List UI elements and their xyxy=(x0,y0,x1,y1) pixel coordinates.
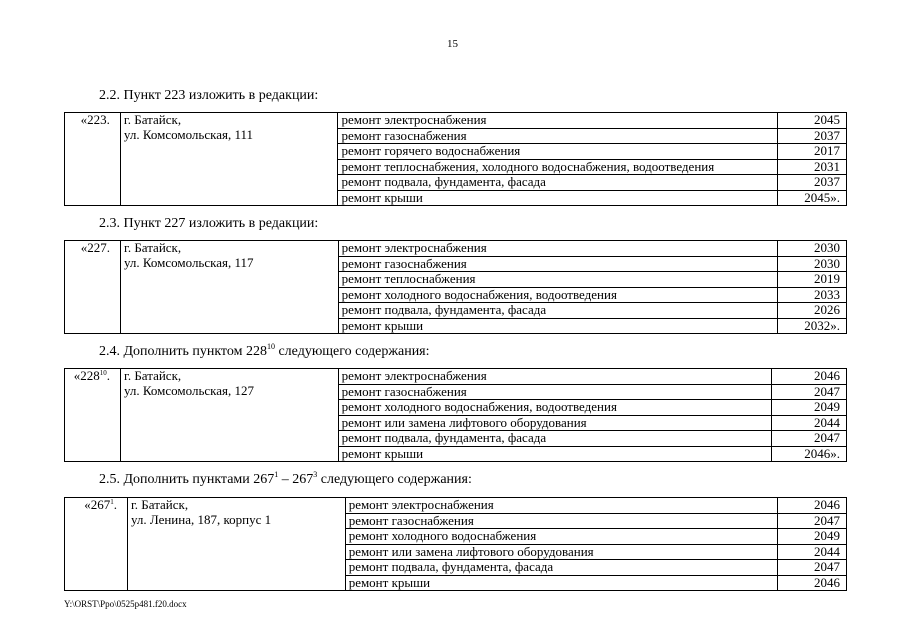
address-cell xyxy=(120,113,338,206)
year-cell: 2047 xyxy=(772,431,847,447)
work-cell: ремонт подвала, фундамента, фасада xyxy=(338,431,771,447)
work-cell: ремонт подвала, фундамента, фасада xyxy=(338,303,777,319)
page-number: 15 xyxy=(447,38,458,50)
table-item-267-1 xyxy=(64,497,847,591)
work-cell: ремонт холодного водоснабжения xyxy=(345,529,777,545)
item-number-text: «228 xyxy=(73,368,100,383)
work-cell: ремонт или замена лифтового оборудования xyxy=(345,544,777,560)
address-street: ул. Комсомольская, 127 xyxy=(123,382,255,398)
heading-superscript: 10 xyxy=(266,342,275,351)
work-cell: ремонт подвала, фундамента, фасада xyxy=(338,175,778,191)
item-number-suffix: . xyxy=(106,368,110,383)
item-number-superscript: 10 xyxy=(99,369,107,377)
work-cell: ремонт теплоснабжения xyxy=(338,272,777,288)
address-cell xyxy=(120,369,338,462)
address-city: г. Батайск, xyxy=(123,240,182,255)
work-cell: ремонт электроснабжения xyxy=(338,113,778,129)
heading-text: следующего содержания: xyxy=(274,344,430,359)
item-number-text: «267 xyxy=(84,497,111,512)
table-row xyxy=(65,113,847,129)
year-cell: 2044 xyxy=(778,544,847,560)
section-heading-2-3: 2.3. Пункт 227 изложить в редакции: xyxy=(99,216,319,231)
section-heading-2-4 xyxy=(99,344,430,360)
heading-text: – 267 xyxy=(278,472,314,487)
year-cell: 2045 xyxy=(778,113,847,129)
work-cell: ремонт крыши xyxy=(338,190,778,206)
address-city: г. Батайск, xyxy=(123,368,182,383)
address-street: ул. Ленина, 187, корпус 1 xyxy=(130,511,272,527)
table-item-228-10 xyxy=(64,368,847,462)
year-cell: 2046 xyxy=(778,498,847,514)
work-cell: ремонт подвала, фундамента, фасада xyxy=(345,560,777,576)
table-item-227 xyxy=(64,240,847,334)
year-cell: 2044 xyxy=(772,415,847,431)
year-cell: 2031 xyxy=(778,159,847,175)
address-cell xyxy=(127,498,345,591)
work-cell: ремонт электроснабжения xyxy=(338,241,777,257)
work-cell: ремонт крыши xyxy=(345,575,777,591)
item-number-superscript: 1 xyxy=(110,498,114,506)
year-cell: 2047 xyxy=(778,513,847,529)
year-cell: 2019 xyxy=(778,272,847,288)
year-cell: 2046». xyxy=(772,446,847,462)
work-cell: ремонт газоснабжения xyxy=(338,384,771,400)
year-cell: 2037 xyxy=(778,175,847,191)
table-row xyxy=(65,498,847,514)
year-cell: 2017 xyxy=(778,144,847,160)
address-cell xyxy=(120,241,338,334)
year-cell: 2049 xyxy=(778,529,847,545)
year-cell: 2046 xyxy=(772,369,847,385)
year-cell: 2047 xyxy=(778,560,847,576)
work-cell: ремонт холодного водоснабжения, водоотведения xyxy=(338,400,771,416)
heading-text: 2.4. Дополнить пунктом 228 xyxy=(99,344,267,359)
table-row xyxy=(65,241,847,257)
year-cell: 2046 xyxy=(778,575,847,591)
year-cell: 2047 xyxy=(772,384,847,400)
year-cell: 2026 xyxy=(778,303,847,319)
table-row xyxy=(65,369,847,385)
year-cell: 2049 xyxy=(772,400,847,416)
heading-text: следующего содержания: xyxy=(317,472,472,487)
section-heading-2-2: 2.2. Пункт 223 изложить в редакции: xyxy=(99,88,319,103)
work-cell: ремонт крыши xyxy=(338,318,777,334)
address-street: ул. Комсомольская, 111 xyxy=(123,126,254,142)
item-number-suffix: . xyxy=(113,497,117,512)
year-cell: 2030 xyxy=(778,256,847,272)
address-street: ул. Комсомольская, 117 xyxy=(123,254,254,270)
address-city: г. Батайск, xyxy=(130,497,189,512)
work-cell: ремонт электроснабжения xyxy=(338,369,771,385)
address-city: г. Батайск, xyxy=(123,112,182,127)
work-cell: ремонт холодного водоснабжения, водоотведения xyxy=(338,287,777,303)
item-number: «227. xyxy=(65,241,121,334)
heading-superscript: 1 xyxy=(274,470,279,479)
heading-text: 2.5. Дополнить пунктами 267 xyxy=(99,472,275,487)
work-cell: ремонт теплоснабжения, холодного водоснабжения, водоотведения xyxy=(338,159,778,175)
work-cell: ремонт или замена лифтового оборудования xyxy=(338,415,771,431)
work-cell: ремонт электроснабжения xyxy=(345,498,777,514)
section-heading-2-5 xyxy=(99,472,472,488)
year-cell: 2032». xyxy=(778,318,847,334)
year-cell: 2037 xyxy=(778,128,847,144)
item-number xyxy=(65,369,121,462)
work-cell: ремонт крыши xyxy=(338,446,771,462)
item-number: «223. xyxy=(65,113,121,206)
work-cell: ремонт газоснабжения xyxy=(345,513,777,529)
work-cell: ремонт газоснабжения xyxy=(338,256,777,272)
year-cell: 2033 xyxy=(778,287,847,303)
year-cell: 2045». xyxy=(778,190,847,206)
heading-superscript: 3 xyxy=(313,470,318,479)
year-cell: 2030 xyxy=(778,241,847,257)
item-number xyxy=(65,498,128,591)
file-path-footer: Y:\ORST\Ppo\0525p481.f20.docx xyxy=(64,599,187,609)
work-cell: ремонт горячего водоснабжения xyxy=(338,144,778,160)
table-item-223 xyxy=(64,112,847,206)
work-cell: ремонт газоснабжения xyxy=(338,128,778,144)
